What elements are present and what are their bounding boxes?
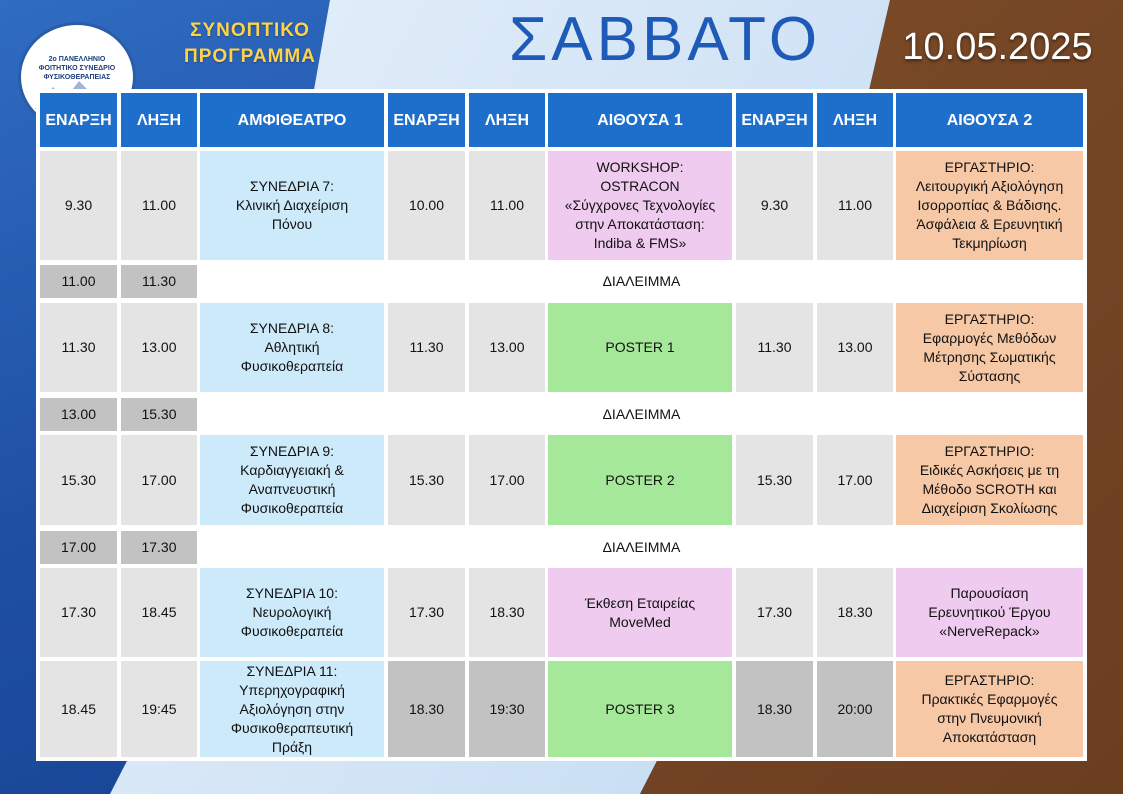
room1-session: WORKSHOP: OSTRACON «Σύγχρονες Τεχνολογίες στην Αποκατάσταση: Indiba & FMS» <box>548 151 732 260</box>
end-time: 17.00 <box>469 435 545 525</box>
end-time: 18.30 <box>469 568 545 657</box>
room1-session: POSTER 3 <box>548 661 732 757</box>
end-time: 13.00 <box>121 303 197 392</box>
column-header: ΑΙΘΟΥΣΑ 1 <box>548 93 732 147</box>
break-end-time: 15.30 <box>121 398 197 431</box>
room2-session: ΕΡΓΑΣΤΗΡΙΟ: Ειδικές Ασκήσεις με τη Μέθοδο SCROTH και Διαχείριση Σκολίωσης <box>896 435 1083 525</box>
break-start-time: 17.00 <box>40 531 117 564</box>
break-start-time: 13.00 <box>40 398 117 431</box>
amphitheatre-session: ΣΥΝΕΔΡΙΑ 10: Νευρολογική Φυσικοθεραπεία <box>200 568 384 657</box>
start-time: 11.30 <box>736 303 813 392</box>
room2-session: ΕΡΓΑΣΤΗΡΙΟ: Πρακτικές Εφαρμογές στην Πνευμονική Αποκατάσταση <box>896 661 1083 757</box>
amphitheatre-session: ΣΥΝΕΔΡΙΑ 9: Καρδιαγγειακή & Αναπνευστική Φυσικοθεραπεία <box>200 435 384 525</box>
room2-session: ΕΡΓΑΣΤΗΡΙΟ: Λειτουργική Αξιολόγηση Ισορροπίας & Βάδισης. Άσφάλεια & Ερευνητική Τεκμηρίωση <box>896 151 1083 260</box>
start-time: 18.30 <box>736 661 813 757</box>
start-time: 11.30 <box>388 303 465 392</box>
program-subtitle: ΣΥΝΟΠΤΙΚΟ ΠΡΟΓΡΑΜΜΑ <box>184 20 316 67</box>
start-time: 15.30 <box>40 435 117 525</box>
end-time: 11.00 <box>817 151 893 260</box>
start-time: 17.30 <box>40 568 117 657</box>
start-time: 9.30 <box>40 151 117 260</box>
start-time: 18.45 <box>40 661 117 757</box>
start-time: 18.30 <box>388 661 465 757</box>
start-time: 17.30 <box>736 568 813 657</box>
break-start-time: 11.00 <box>40 265 117 298</box>
end-time: 17.00 <box>817 435 893 525</box>
room1-session: POSTER 2 <box>548 435 732 525</box>
break-label: ΔΙΑΛΕΙΜΜΑ <box>200 398 1083 431</box>
start-time: 11.30 <box>40 303 117 392</box>
break-label: ΔΙΑΛΕΙΜΜΑ <box>200 531 1083 564</box>
column-header: ΑΜΦΙΘΕΑΤΡΟ <box>200 93 384 147</box>
end-time: 18.30 <box>817 568 893 657</box>
event-date: 10.05.2025 <box>902 26 1093 68</box>
column-header: ΛΗΞΗ <box>469 93 545 147</box>
amphitheatre-session: ΣΥΝΕΔΡΙΑ 8: Αθλητική Φυσικοθεραπεία <box>200 303 384 392</box>
column-header: ΕΝΑΡΞΗ <box>736 93 813 147</box>
room2-session: ΕΡΓΑΣΤΗΡΙΟ: Εφαρμογές Μεθόδων Μέτρησης Σωματικής Σύστασης <box>896 303 1083 392</box>
amphitheatre-session: ΣΥΝΕΔΡΙΑ 11: Υπερηχογραφική Αξιολόγηση στην Φυσικοθεραπευτική Πράξη <box>200 661 384 757</box>
start-time: 15.30 <box>736 435 813 525</box>
end-time: 13.00 <box>817 303 893 392</box>
column-header: ΕΝΑΡΞΗ <box>388 93 465 147</box>
break-end-time: 11.30 <box>121 265 197 298</box>
column-header: ΕΝΑΡΞΗ <box>40 93 117 147</box>
column-header: ΑΙΘΟΥΣΑ 2 <box>896 93 1083 147</box>
break-label: ΔΙΑΛΕΙΜΜΑ <box>200 265 1083 298</box>
end-time: 17.00 <box>121 435 197 525</box>
room2-session: Παρουσίαση Ερευνητικού Έργου «NerveRepack» <box>896 568 1083 657</box>
end-time: 11.00 <box>469 151 545 260</box>
room1-session: POSTER 1 <box>548 303 732 392</box>
start-time: 17.30 <box>388 568 465 657</box>
break-end-time: 17.30 <box>121 531 197 564</box>
amphitheatre-session: ΣΥΝΕΔΡΙΑ 7: Κλινική Διαχείριση Πόνου <box>200 151 384 260</box>
end-time: 13.00 <box>469 303 545 392</box>
column-header: ΛΗΞΗ <box>817 93 893 147</box>
logo-text: 2ο ΠΑΝΕΛΛΗΝΙΟ ΦΟΙΤΗΤΙΚΟ ΣΥΝΕΔΡΙΟ ΦΥΣΙΚΟΘΕΡΑΠΕΙΑΣ <box>38 56 116 81</box>
end-time: 19:30 <box>469 661 545 757</box>
day-title: ΣΑΒΒΑΤΟ <box>508 5 822 74</box>
end-time: 11.00 <box>121 151 197 260</box>
end-time: 18.45 <box>121 568 197 657</box>
end-time: 20:00 <box>817 661 893 757</box>
column-header: ΛΗΞΗ <box>121 93 197 147</box>
end-time: 19:45 <box>121 661 197 757</box>
start-time: 15.30 <box>388 435 465 525</box>
start-time: 10.00 <box>388 151 465 260</box>
start-time: 9.30 <box>736 151 813 260</box>
room1-session: Έκθεση Εταιρείας MoveMed <box>548 568 732 657</box>
